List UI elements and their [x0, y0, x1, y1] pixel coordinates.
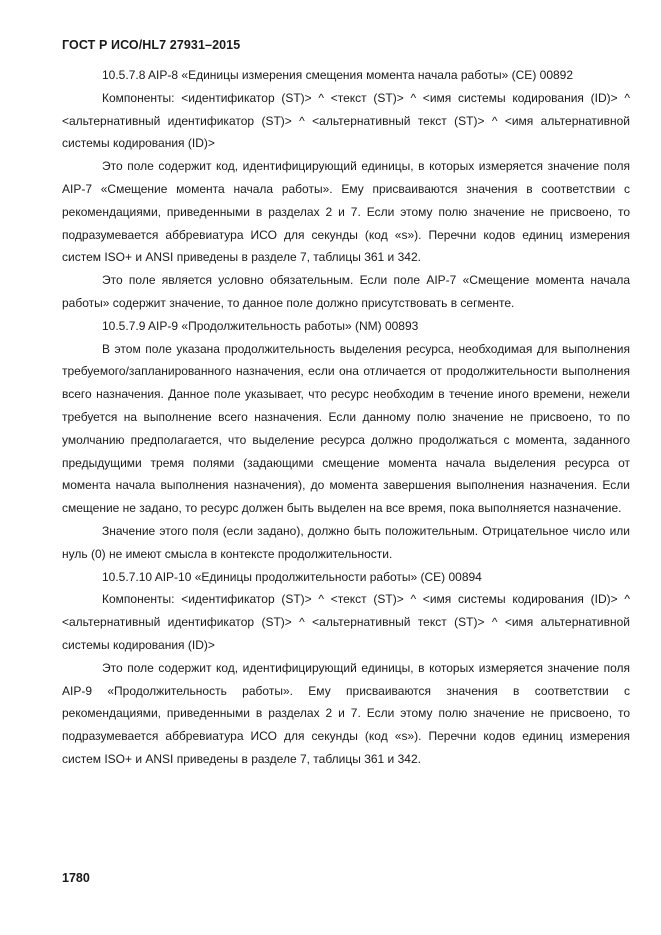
section-heading-aip-8: 10.5.7.8 AIP-8 «Единицы измерения смещения момента начала работы» (CE) 00892 [102, 68, 574, 82]
paragraph-aip-9-description: В этом поле указана продолжительность выделения ресурса, необходимая для выполнения требуемого/запланированного назначения, если она отличается от продолжительности выполнения всего назначения. Данное поле указывает, что ресурс необходим в течение иного времени, нежели требуется на выполнение всего назначения. Если данному полю значение не присвоено, то по умолчанию предполагается, что выделение ресурса должно продолжаться с момента, заданного предыдущими тремя полями (задающими смещение момента начала выделения ресурса от момента начала выполнения назначения), до момента завершения выполнения назначения. Если смещение не задано, то ресурс должен быть выделен на все время, пока выполняется назначение. [62, 341, 630, 516]
section-heading-aip-10: 10.5.7.10 AIP-10 «Единицы продолжительности работы» (CE) 00894 [102, 569, 482, 584]
page-header-standard-title: ГОСТ Р ИСО/HL7 27931–2015 [62, 38, 241, 52]
section-heading-aip-9: 10.5.7.9 AIP-9 «Продолжительность работы» (NM) 00893 [102, 318, 419, 333]
paragraph-aip-10-description: Это поле содержит код, идентифицирующий единицы, в которых измеряется значение поля AIP-9 «Продолжительность работы». Ему присваиваются значения в соответствии с рекомендациями, приведенными в разделах 2 и 7. Если этому полю значение не присвоено, то подразумевается аббревиатура ИСО для секунды (код «s»). Перечни кодов единиц измерения систем ISO+ и ANSI приведены в разделе 7, таблицы 361 и 342. [62, 660, 630, 766]
paragraph-aip-10-components: Компоненты: <идентификатор (ST)> ^ <текст (ST)> ^ <имя системы кодирования (ID)> ^ <альтернативный идентификатор (ST)> ^ <альтернативный текст (ST)> ^ <имя альтернативной системы кодирования (ID)> [62, 592, 630, 652]
document-body [62, 64, 630, 771]
paragraph-aip-8-condition: Это поле является условно обязательным. Если поле AIP-7 «Смещение момента начала работы» содержит значение, то данное поле должно присутствовать в сегменте. [62, 273, 630, 310]
paragraph-aip-8-description: Это поле содержит код, идентифицирующий единицы, в которых измеряется значение поля AIP-7 «Смещение момента начала работы». Ему присваиваются значения в соответствии с рекомендациями, приведенными в разделах 2 и 7. Если этому полю значение не присвоено, то подразумевается аббревиатура ИСО для секунды (код «s»). Перечни кодов единиц измерения систем ISO+ и ANSI приведены в разделе 7, таблицы 361 и 342. [62, 159, 630, 265]
paragraph-aip-9-value-note: Значение этого поля (если задано), должно быть положительным. Отрицательное число или нуль (0) не имеют смысла в контексте продолжительности. [62, 523, 630, 561]
page-number: 1780 [62, 871, 90, 885]
paragraph-aip-8-components: Компоненты: <идентификатор (ST)> ^ <текст (ST)> ^ <имя системы кодирования (ID)> ^ <альтернативный идентификатор (ST)> ^ <альтернативный текст (ST)> ^ <имя альтернативной системы кодирования (ID)> [62, 90, 630, 151]
